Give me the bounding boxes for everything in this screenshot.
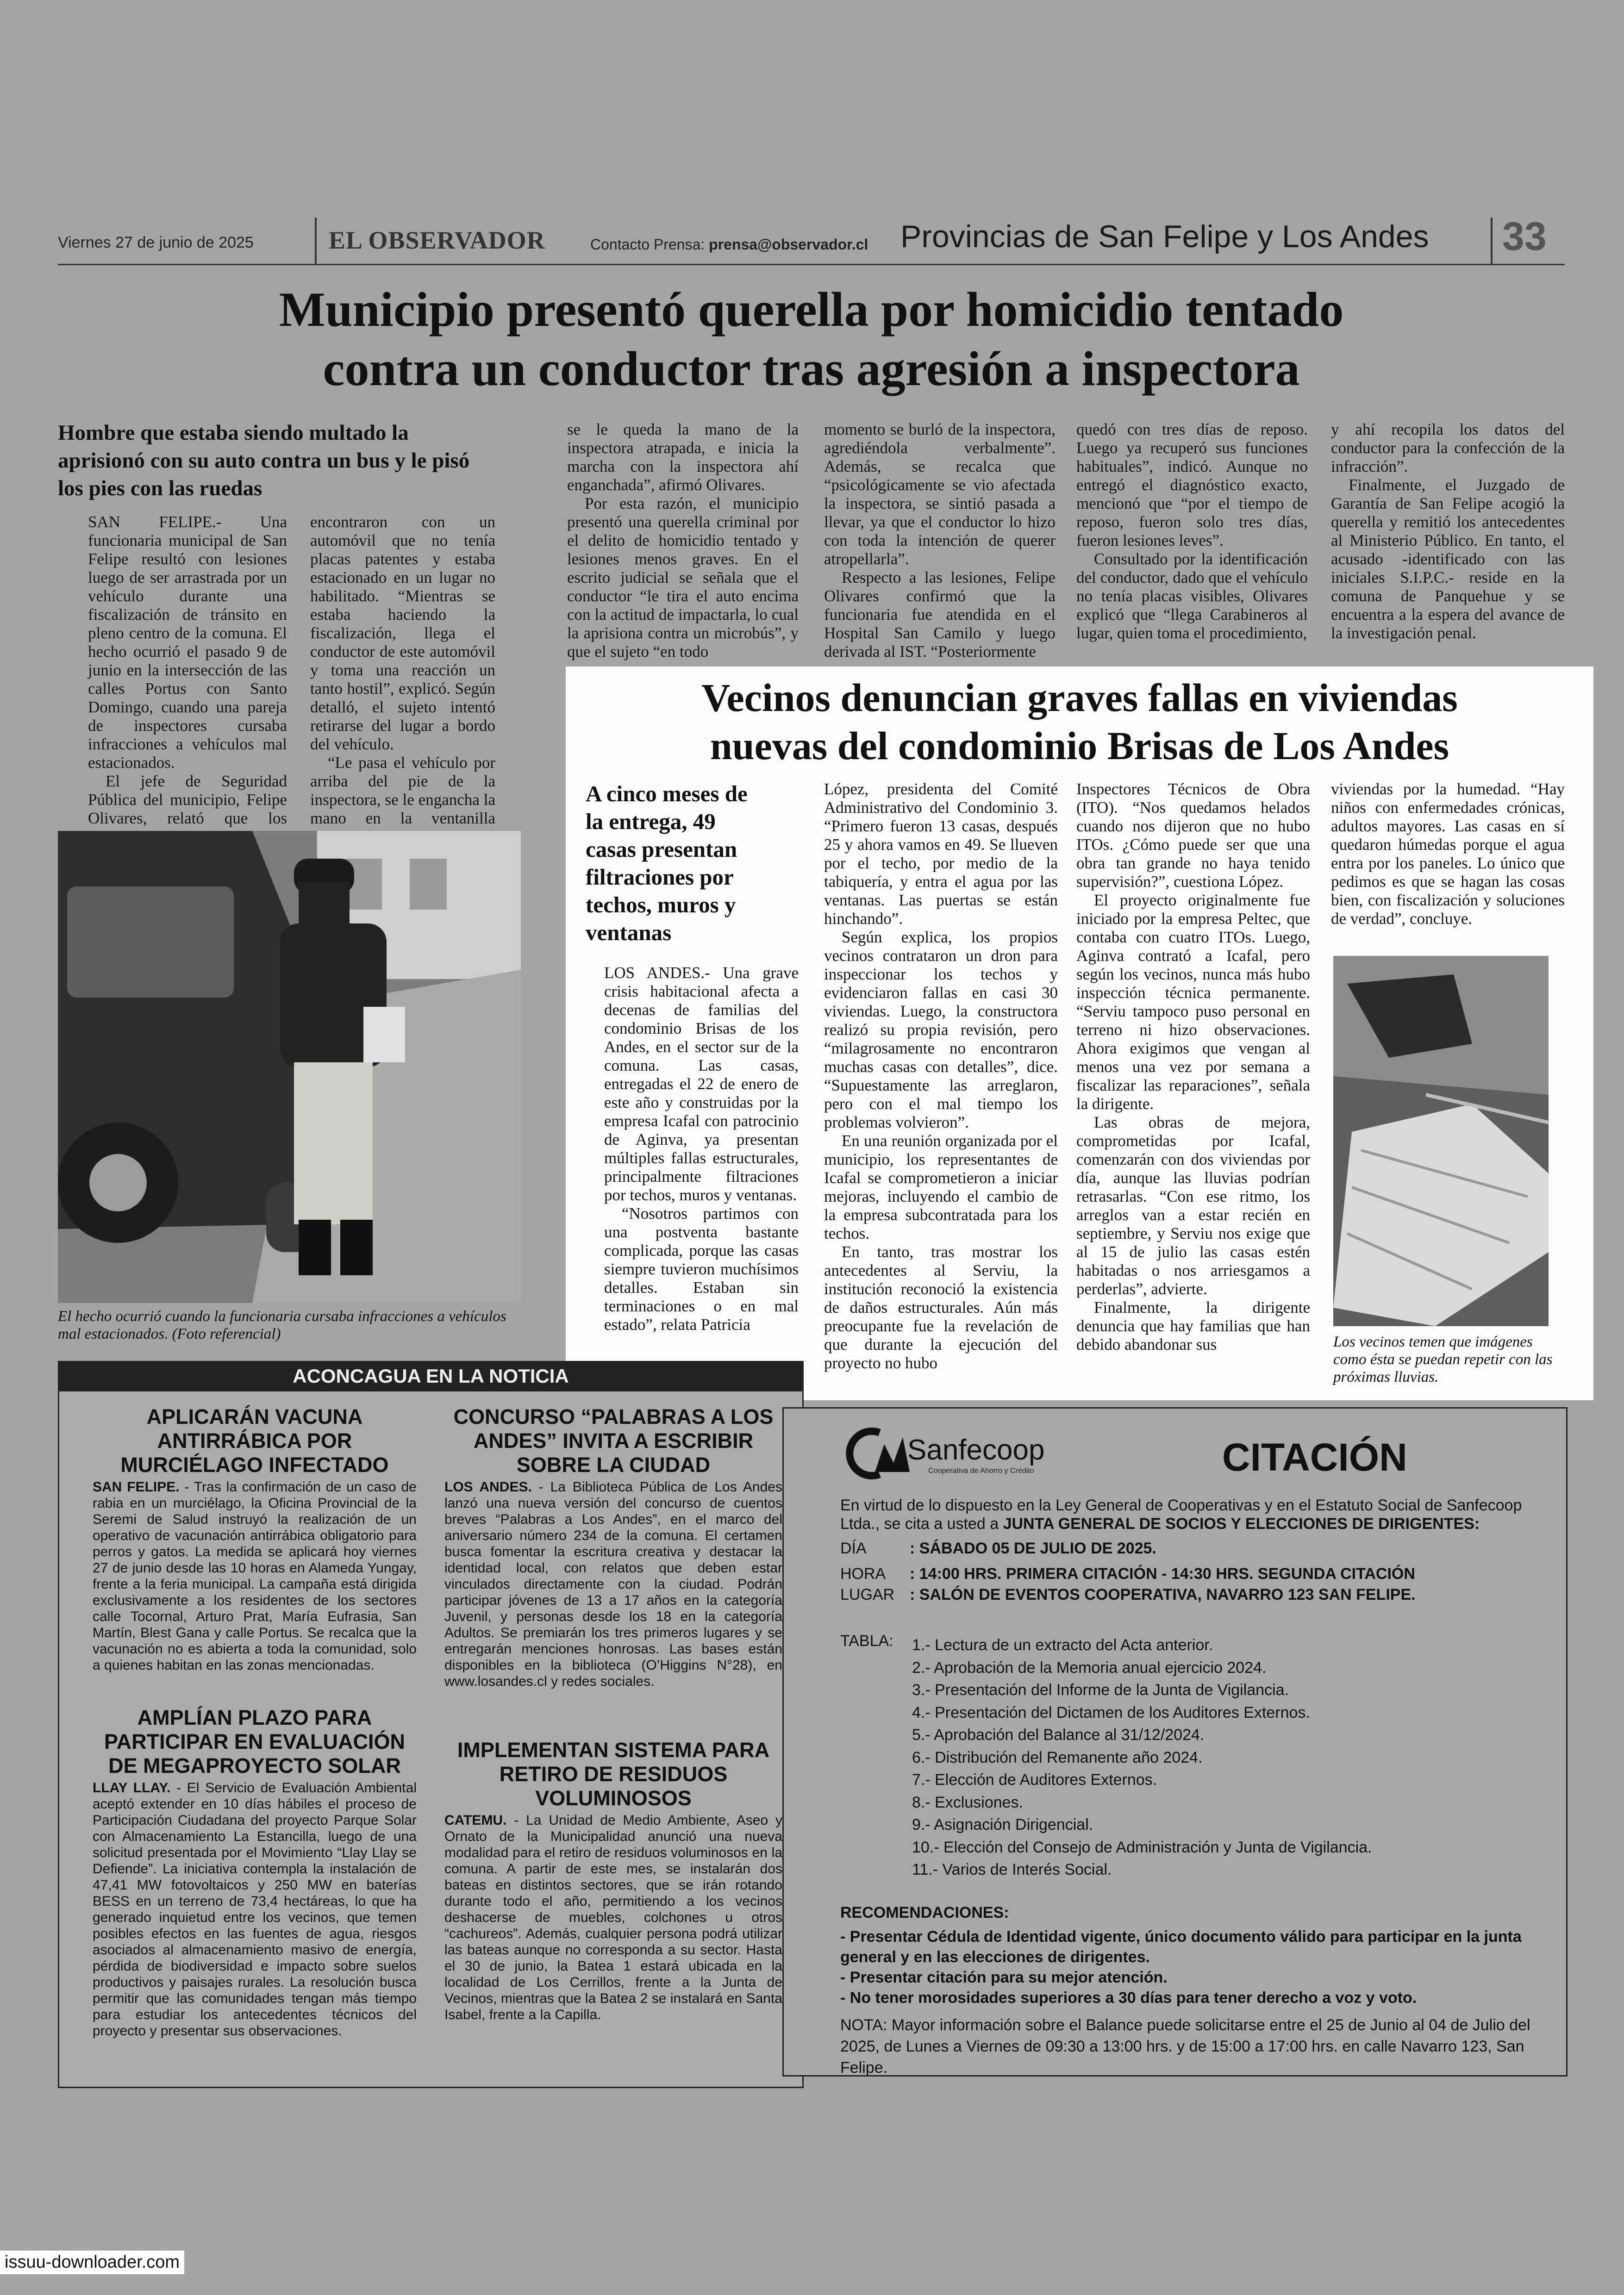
aconcagua-item-1-lead: SAN FELIPE. — [93, 1479, 180, 1495]
aconcagua-item-3-body: - La Biblioteca Pública de Los Andes lanzó una nueva versión del concurso de cuentos breves “Palabras a Los Andes”, en el marco del aniversario número 234 de la comuna. El certamen busca fomentar la escritura creativa y destacar la identidad local, con relatos que deben estar vinculados directamente con la ciudad. Podrán participar jóvenes de 13 a 17 años en la categoría Juvenil, y personas desde los 18 en la categoría Adultos. Se premiarán los tres primeros lugares y se entregarán menciones honrosas. Las bases están disponibles en la biblioteca (O’Higgins N°28), en www.losandes.cl y redes sociales. — [444, 1479, 782, 1689]
article1-col5-p2: Consultado por la identificación del conductor, dado que el vehículo no tenía placas visibles, Olivares explicó que “llega Carabineros al lugar, quien toma el procedimiento, — [1076, 550, 1308, 642]
article2-col3-p1: Inspectores Técnicos de Obra (ITO). “Nos quedamos helados cuando nos dijeron que no hubo ITOs. ¿Cómo puede ser que una obra tan grande no haya tenido supervisión?”, cuestiona López. — [1076, 780, 1310, 891]
article1-col5 — [1076, 420, 1308, 652]
tabla-item: 2.- Aprobación de la Memoria anual ejercicio 2024. — [912, 1659, 1267, 1677]
article1-headline — [58, 280, 1565, 399]
citacion-logo — [852, 1428, 1111, 1479]
reco-item: - No tener morosidades superiores a 30 días para tener derecho a voz y voto. — [840, 1989, 1417, 2007]
lugar-label: LUGAR — [840, 1586, 895, 1603]
article2-col2-p2: Según explica, los propios vecinos contrataron un dron para inspeccionar los techos y evidenciaron fallas en casi 30 viviendas. Luego, la constructora realizó su propia revisión, pero “milagrosamente no encontraron muchas casas con detalles”, dice. “Supuestamente las arreglaron, pero con el mal tiempo los problemas volvieron”. — [824, 928, 1058, 1131]
article2-headline-line1: Vecinos denuncian graves fallas en viviendas — [701, 675, 1458, 720]
tabla-item: 5.- Aprobación del Balance al 31/12/2024. — [912, 1726, 1205, 1744]
article1-col4 — [824, 420, 1056, 661]
contact-email[interactable]: prensa@observador.cl — [709, 236, 868, 253]
article1-col2 — [310, 513, 495, 827]
header-date: Viernes 27 de junio de 2025 — [58, 234, 254, 251]
citacion-intro-text: En virtud de lo dispuesto en la Ley General de Cooperativas y en el Estatuto Social de Sanfecoop Ltda., se cita a usted a — [840, 1497, 1522, 1533]
tabla-item: 9.- Asignación Dirigencial. — [912, 1816, 1093, 1834]
article2-col3-p3: Las obras de mejora, comprometidas por Icafal, comenzarán con dos viviendas por día, aunque las lluvias podrían retrasarlas. “Con ese ritmo, los arreglos van a estar recién en septiembre, y Serviu nos exige que al 15 de julio las casas estén habitadas o nos arriesgamos a perderlas”, advierte. — [1076, 1113, 1310, 1298]
article1-col2-p1: encontraron con un automóvil que no tenía placas patentes y estaba estacionado en un lugar no habilitado. “Mientras se estaba haciendo la fiscalización, llega el conductor de este automóvil y toma una reacción un tanto hostil”, explicó. Según detalló, el sujeto intentó retirarse del lugar a bordo del vehículo. — [310, 513, 495, 753]
article1-headline-line1: Municipio presentó querella por homicidio tentado — [279, 282, 1344, 337]
article2-col2-p4: En tanto, tras mostrar los antecedentes al Serviu, la institución reconoció la existencia de daños estructurales. Aún más preocupante fue la revelación de que durante la ejecución del proyecto no hubo — [824, 1243, 1058, 1372]
citacion-intro-bold: JUNTA GENERAL DE SOCIOS Y ELECCIONES DE DIRIGENTES: — [1003, 1515, 1480, 1533]
citacion-title: CITACIÓN — [1222, 1435, 1407, 1479]
article2-headline-line2: nuevas del condominio Brisas de Los Andes — [710, 723, 1449, 768]
article2-col3-p2: El proyecto originalmente fue iniciado por la empresa Peltec, que contaba con cuatro ITOs. Luego, Aginva contrató a Icafal, pero según los vecinos, nunca más hubo inspección técnica permanente. “Serviu tampoco puso personal en terreno ni hizo observaciones. Ahora exigimos que vengan al menos una vez por semana a fiscalizar las reparaciones”, señala la dirigente. — [1076, 891, 1310, 1113]
masthead: EL OBSERVADOR — [329, 226, 545, 254]
header-rule — [58, 264, 1565, 265]
header-contact — [590, 236, 868, 253]
aconcagua-item-1-body: - Tras la confirmación de un caso de rabia en un murciélago, la Oficina Provincial de la Seremi de Salud instruyó la realización de un operativo de vacunación antirrábica obligatorio para perros y gatos. La medida se aplicará hoy viernes 27 de junio desde las 10 horas en Alameda Yungay, frente a la feria municipal. La campaña está dirigida exclusivamente a los residentes de los sectores calle Tocornal, Arturo Prat, María Eufrasia, San Martín, Blest Gana y calle Portus. Se recalca que la vacunación no es abierta a toda la comunidad, solo a quienes habitan en las zonas mencionadas. — [93, 1479, 417, 1673]
article1-col5-p1: quedó con tres días de reposo. Luego ya recuperó sus funciones habituales”, indicó. Aunque no entregó el diagnóstico exacto, mencionó que “por el tiempo de reposo, fueron solo tres días, fueron lesiones leves”. — [1076, 420, 1308, 549]
citacion-hora — [840, 1565, 1544, 1583]
article2-col2-p3: En una reunión organizada por el municipio, los representantes de Icafal se comprometieron a iniciar mejoras, incluyendo el cambio de la empresa subcontratada para los techos. — [824, 1132, 1058, 1242]
citacion-dia — [840, 1539, 1544, 1558]
article2-headline — [566, 674, 1593, 770]
aconcagua-item-2-body: - El Servicio de Evaluación Ambiental aceptó extender en 10 días hábiles el proceso de Participación Ciudadana del proyecto Parque Solar con Almacenamiento La Estancilla, luego de una solicitud presentada por el Movimiento “Llay Llay se Defiende”. La iniciativa contempla la instalación de 47,41 MW fotovoltaicos y 250 MW en baterías BESS en un terreno de 73,4 hectáreas, lo que ha generado inquietud entre los vecinos, que temen posibles efectos en las fuentes de agua, riesgos asociados al almacenamiento masivo de energía, pérdida de biodiversidad e impacto sobre suelos productivos y paisajes rurales. La resolución busca permitir que las comunidades tengan más tiempo para estudiar los antecedentes técnicos del proyecto y presentar sus observaciones. — [93, 1780, 417, 2039]
dia-label: DÍA — [840, 1540, 867, 1557]
article1-col3-p2: Por esta razón, el municipio presentó una querella criminal por el delito de homicidio tentado y lesiones menos graves. En el escrito judicial se señala que el conductor “le tira el auto encima con la actitud de impactarla, lo cual la aprisiona contra un microbús”, y que el sujeto “en todo — [567, 494, 799, 661]
citacion-recomendaciones — [840, 1902, 1549, 2008]
article2-col1-p2: “Nosotros partimos con una postventa bastante complicada, porque las casas siempre tuvieron muchísimos detalles. Estaban sin terminaciones o en mal estado”, relata Patricia — [604, 1204, 799, 1334]
citacion-nota: NOTA: Mayor información sobre el Balance puede solicitarse entre el 25 de Junio al 04 de Julio del 2025, de Lunes a Viernes de 09:30 a 13:00 hrs. y de 15:00 a 17:00 hrs. en calle Navarro 123, San Felipe. — [840, 2016, 1530, 2077]
tabla-item: 6.- Distribución del Remanente año 2024. — [912, 1748, 1203, 1766]
aconcagua-item-4 — [444, 1738, 782, 2023]
article2-col2-p1: López, presidenta del Comité Administrativo del Condominio 3. “Primero fueron 13 casas, después 25 y ahora vamos en 49. Se llueven por el techo, por medio de la tabiquería, y entra el agua por las ventanas. Las puertas se están hinchando”. — [824, 780, 1058, 928]
aconcagua-item-2 — [93, 1706, 417, 2039]
article2-col3 — [1076, 780, 1310, 1396]
dia-value: : SÁBADO 05 DE JULIO DE 2025. — [910, 1540, 1156, 1557]
article1-col4-p2: Respecto a las lesiones, Felipe Olivares confirmó que la funcionaria fue atendida en el Hospital San Camilo y luego derivada al IST. “Posteriormente — [824, 568, 1056, 661]
article2-photo-caption: Los vecinos temen que imágenes como ésta se puedan repetir con las próximas lluvias. — [1333, 1334, 1553, 1385]
tabla-item: 1.- Lectura de un extracto del Acta anterior. — [912, 1636, 1213, 1654]
aconcagua-item-1-title: APLICARÁN VACUNA ANTIRRÁBICA POR MURCIÉLAGO INFECTADO — [120, 1405, 389, 1477]
aconcagua-item-4-body: - La Unidad de Medio Ambiente, Aseo y Ornato de la Municipalidad anunció una nueva modalidad para el retiro de residuos voluminosos en la comuna. A partir de este mes, se instalarán dos bateas en distintos sectores, que se irán rotando durante todo el año, permitiendo a los vecinos deshacerse de muebles, colchones u otros “cachureos”. Además, cualquier persona podrá utilizar las bateas aunque no corresponda a su sector. Hasta el 30 de junio, la Batea 1 estará ubicada en la localidad de Los Cerrillos, frente a la Junta de Vecinos, mientras que la Batea 2 se instalará en Santa Isabel, frente a la Capilla. — [444, 1813, 782, 2022]
logo-subtext: Cooperativa de Ahorro y Crédito — [928, 1467, 1034, 1475]
aconcagua-item-2-lead: LLAY LLAY. — [93, 1780, 171, 1796]
section-title: Provincias de San Felipe y Los Andes — [900, 219, 1429, 254]
aconcagua-item-1 — [93, 1405, 417, 1673]
citacion-lugar — [840, 1585, 1544, 1604]
article2-col4 — [1331, 780, 1565, 956]
tabla-item: 11.- Varios de Interés Social. — [912, 1861, 1112, 1878]
watermark[interactable]: issuu-downloader.com — [0, 2251, 184, 2274]
aconcagua-banner: ACONCAGUA EN LA NOTICIA — [58, 1361, 804, 1391]
lugar-value: : SALÓN DE EVENTOS COOPERATIVA, NAVARRO 123 SAN FELIPE. — [910, 1586, 1416, 1603]
aconcagua-item-4-lead: CATEMU. — [444, 1813, 507, 1828]
article1-headline-line2: contra un conductor tras agresión a inspectora — [323, 342, 1300, 396]
tabla-item: 4.- Presentación del Dictamen de los Auditores Externos. — [912, 1703, 1310, 1721]
article1-col1-p1: SAN FELIPE.- Una funcionaria municipal de San Felipe resultó con lesiones luego de ser arrastrada por un vehículo durante una fiscalización de tránsito en pleno centro de la comuna. El hecho ocurrió el pasado 9 de junio en la intersección de las calles Portus con Santo Domingo, cuando una pareja de inspectores cursaba infracciones a vehículos mal estacionados. — [88, 513, 287, 772]
citacion-tabla-label: TABLA: — [840, 1632, 893, 1650]
aconcagua-item-3 — [444, 1405, 782, 1690]
article2-col1-p1: LOS ANDES.- Una grave crisis habitacional afecta a decenas de familias del condominio Brisas de los Andes, en el sector sur de la comuna. Las casas, entregadas el 22 de enero de este año y construidas por la empresa Icafal con patrocinio de Aginva, ya presentan múltiples fallas estructurales, principalmente filtraciones por techos, muros y ventanas. — [604, 964, 799, 1204]
article2-photo — [1333, 956, 1549, 1326]
article1-col6-p2: Finalmente, el Juzgado de Garantía de San Felipe acogió la querella y remitió los antecedentes al Ministerio Público. En tanto, el acusado -identificado con las iniciales S.I.P.C.- reside en la comuna de Panquehue y se encuentra a la espera del avance de la investigación penal. — [1331, 476, 1565, 642]
article1-col3-p1: se le queda la mano de la inspectora atrapada, e inicia la marcha con la inspectora ahí enganchada”, afirmó Olivares. — [567, 420, 799, 494]
article2-col2 — [824, 780, 1058, 1396]
hora-value: : 14:00 HRS. PRIMERA CITACIÓN - 14:30 HRS. SEGUNDA CITACIÓN — [910, 1565, 1415, 1583]
aconcagua-item-2-title: AMPLÍAN PLAZO PARA PARTICIPAR EN EVALUACIÓN DE MEGAPROYECTO SOLAR — [104, 1706, 406, 1777]
article1-col2-p2: “Le pasa el vehículo por arriba del pie de la inspectora, se le engancha la mano en la ventanilla — [310, 754, 495, 827]
article1-col3 — [567, 420, 799, 661]
hora-label: HORA — [840, 1565, 886, 1583]
aconcagua-item-3-title: CONCURSO “PALABRAS A LOS ANDES” INVITA A ESCRIBIR SOBRE LA CIUDAD — [453, 1405, 774, 1477]
article2-deck: A cinco meses de la entrega, 49 casas presentan filtraciones por techos, muros y ventanas — [586, 781, 748, 945]
reco-item: - Presentar Cédula de Identidad vigente, único documento válido para participar en la junta general y en las elecciones de dirigentes. — [840, 1928, 1522, 1966]
article1-col1 — [88, 513, 287, 827]
page-number: 33 — [1502, 214, 1547, 259]
tabla-item: 3.- Presentación del Informe de la Junta de Vigilancia. — [912, 1681, 1289, 1699]
citacion-tabla — [912, 1634, 1514, 1881]
tabla-item: 7.- Elección de Auditores Externos. — [912, 1771, 1157, 1789]
article1-subhead: Hombre que estaba siendo multado la aprisionó con su auto contra un bus y le pisó los pies con las ruedas — [58, 421, 470, 500]
article1-col6-p1: y ahí recopila los datos del conductor para la confección de la infracción”. — [1331, 420, 1565, 475]
article2-col3-p4: Finalmente, la dirigente denuncia que hay familias que han debido abandonar sus — [1076, 1298, 1310, 1353]
header-divider-1 — [315, 218, 317, 264]
header-divider-2 — [1491, 218, 1493, 264]
article1-photo — [58, 831, 521, 1303]
contact-label: Contacto Prensa: — [590, 236, 705, 253]
article1-col6 — [1331, 420, 1565, 652]
logo-text: Sanfecoop — [907, 1434, 1045, 1466]
tabla-item: 8.- Exclusiones. — [912, 1793, 1023, 1811]
reco-title: RECOMENDACIONES: — [840, 1904, 1009, 1921]
inspector-photo-illustration — [58, 831, 521, 1303]
aconcagua-item-3-lead: LOS ANDES. — [444, 1479, 532, 1495]
reco-item: - Presentar citación para su mejor atención. — [840, 1969, 1168, 1986]
article1-photo-caption: El hecho ocurrió cuando la funcionaria cursaba infracciones a vehículos mal estacionados. (Foto referencial) — [58, 1308, 506, 1342]
article2-col1 — [604, 964, 799, 1380]
citacion-intro — [840, 1496, 1544, 1533]
tabla-item: 10.- Elección del Consejo de Administración y Junta de Vigilancia. — [912, 1838, 1372, 1856]
damaged-ceiling-illustration — [1333, 956, 1549, 1326]
article2-col4-p1: viviendas por la humedad. “Hay niños con enfermedades crónicas, adultos mayores. Las casas en sí quedaron húmedas porque el agua entra por los paneles. Lo único que pedimos es que se hagan las cosas bien, con fiscalización y soluciones de verdad”, concluye. — [1331, 780, 1565, 928]
article1-col4-p1: momento se burló de la inspectora, agrediéndola verbalmente”. Además, se recalca que “psicológicamente se vio afectada la inspectora, se sintió pasada a llevar, ya que el conductor lo hizo con toda la intención de querer atropellarla”. — [824, 420, 1056, 568]
aconcagua-item-4-title: IMPLEMENTAN SISTEMA PARA RETIRO DE RESIDUOS VOLUMINOSOS — [457, 1738, 770, 1810]
sanfecoop-logo-icon — [852, 1428, 912, 1479]
article1-col1-p2: El jefe de Seguridad Pública del municipio, Felipe Olivares, relató que los — [88, 772, 287, 827]
